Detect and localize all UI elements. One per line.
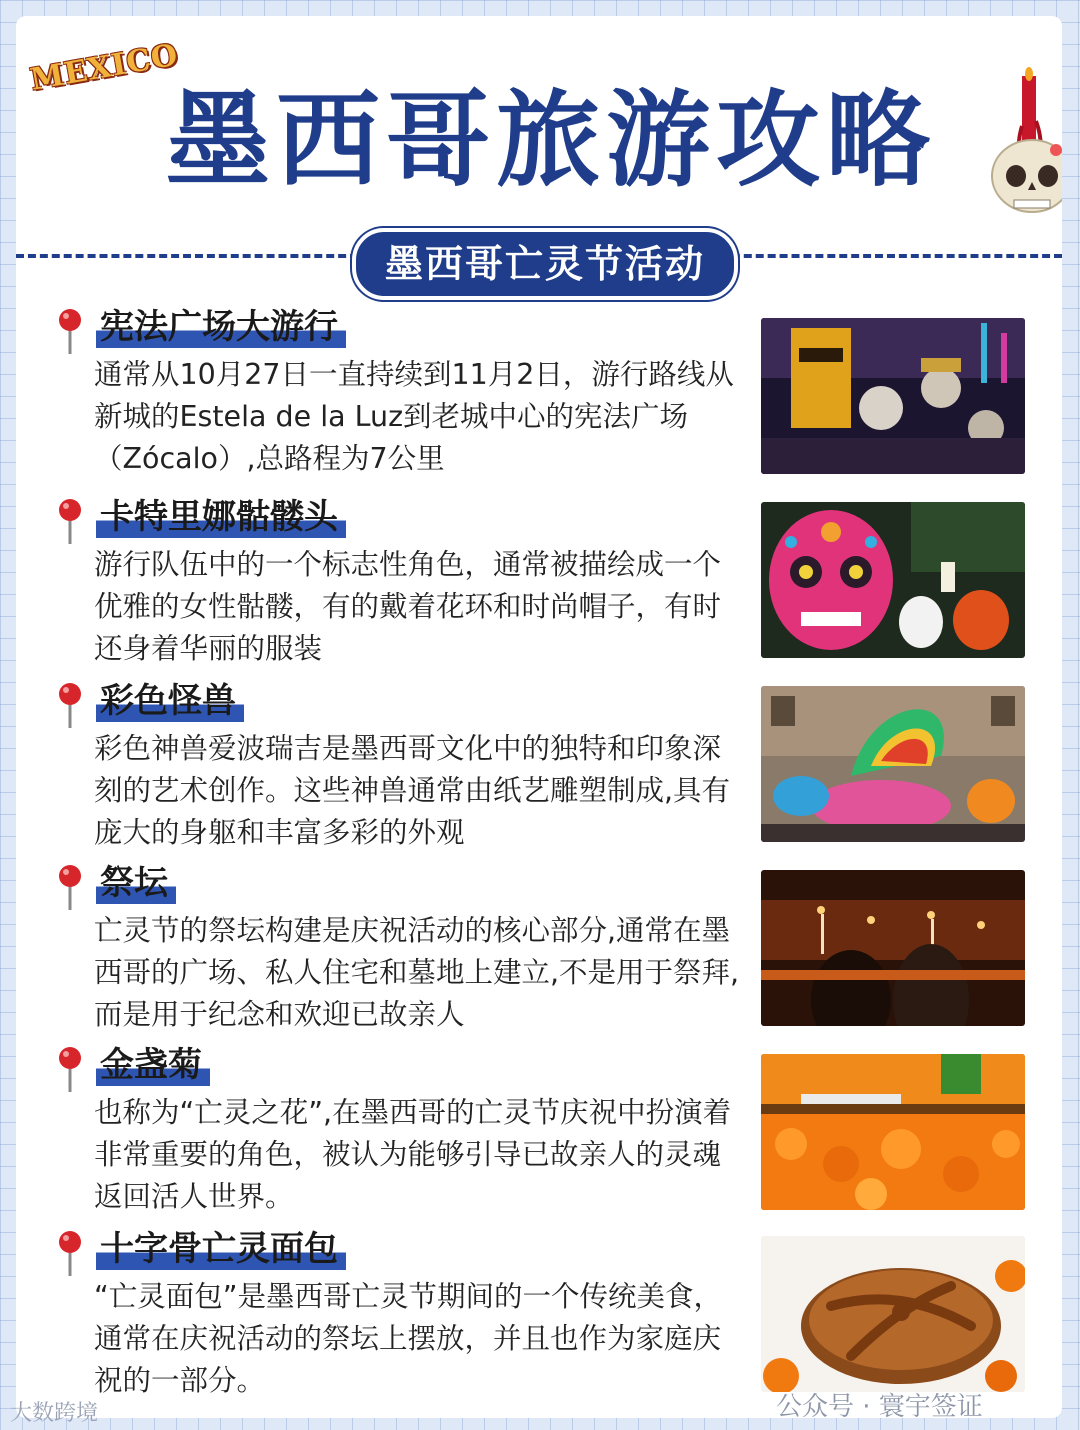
map-pin-icon [56,1230,84,1276]
item-heading: 十字骨亡灵面包 [96,1228,346,1270]
item-heading: 祭坛 [96,862,176,904]
item-body: 通常从10月27日一直持续到11月2日，游行路线从新城的Estela de la Luz到老城中心的宪法广场（Zócalo）,总路程为7公里 [94,358,734,475]
alebrije-photo [761,686,1025,842]
item-heading: 金盏菊 [96,1044,210,1086]
map-pin-icon [56,864,84,910]
marigold-photo [761,1054,1025,1210]
guide-card [16,16,1062,1418]
map-pin-icon [56,498,84,544]
page-title: 墨西哥旅游攻略 [165,79,936,201]
item-body: 彩色神兽爱波瑞吉是墨西哥文化中的独特和印象深刻的艺术创作。这些神兽通常由纸艺雕塑制成,具有庞大的身躯和丰富多彩的外观 [94,732,731,849]
parade-photo [761,318,1025,474]
item-body: 亡灵节的祭坛构建是庆祝活动的核心部分,通常在墨西哥的广场、私人住宅和墓地上建立,不是用于祭拜,而是用于纪念和欢迎已故亲人 [94,914,740,1031]
map-pin-icon [56,308,84,354]
logo-text: MEXICO [27,37,181,98]
item-heading: 卡特里娜骷髅头 [96,496,346,538]
map-pin-icon [56,682,84,728]
item-heading: 宪法广场大游行 [96,306,346,348]
bread-photo [761,1236,1025,1392]
item-heading: 彩色怪兽 [96,680,244,722]
item-body: “亡灵面包”是墨西哥亡灵节期间的一个传统美食，通常在庆祝活动的祭坛上摆放，并且也作为家庭庆祝的一部分。 [94,1280,723,1397]
altar-photo [761,870,1025,1026]
candle-skull-icon [984,66,1062,216]
watermark-right: 公众号 · 寰宇签证 [776,1392,983,1418]
sugar-skull-photo [761,502,1025,658]
section-title: 墨西哥亡灵节活动 [352,228,738,300]
watermark-left: 大数跨境 [10,1401,99,1426]
item-body: 也称为“亡灵之花”,在墨西哥的亡灵节庆祝中扮演着非常重要的角色，被认为能够引导已故亲人的灵魂返回活人世界。 [94,1096,732,1213]
item-body: 游行队伍中的一个标志性角色，通常被描绘成一个优雅的女性骷髅，有的戴着花环和时尚帽子，有时还身着华丽的服装 [94,548,722,665]
map-pin-icon [56,1046,84,1092]
